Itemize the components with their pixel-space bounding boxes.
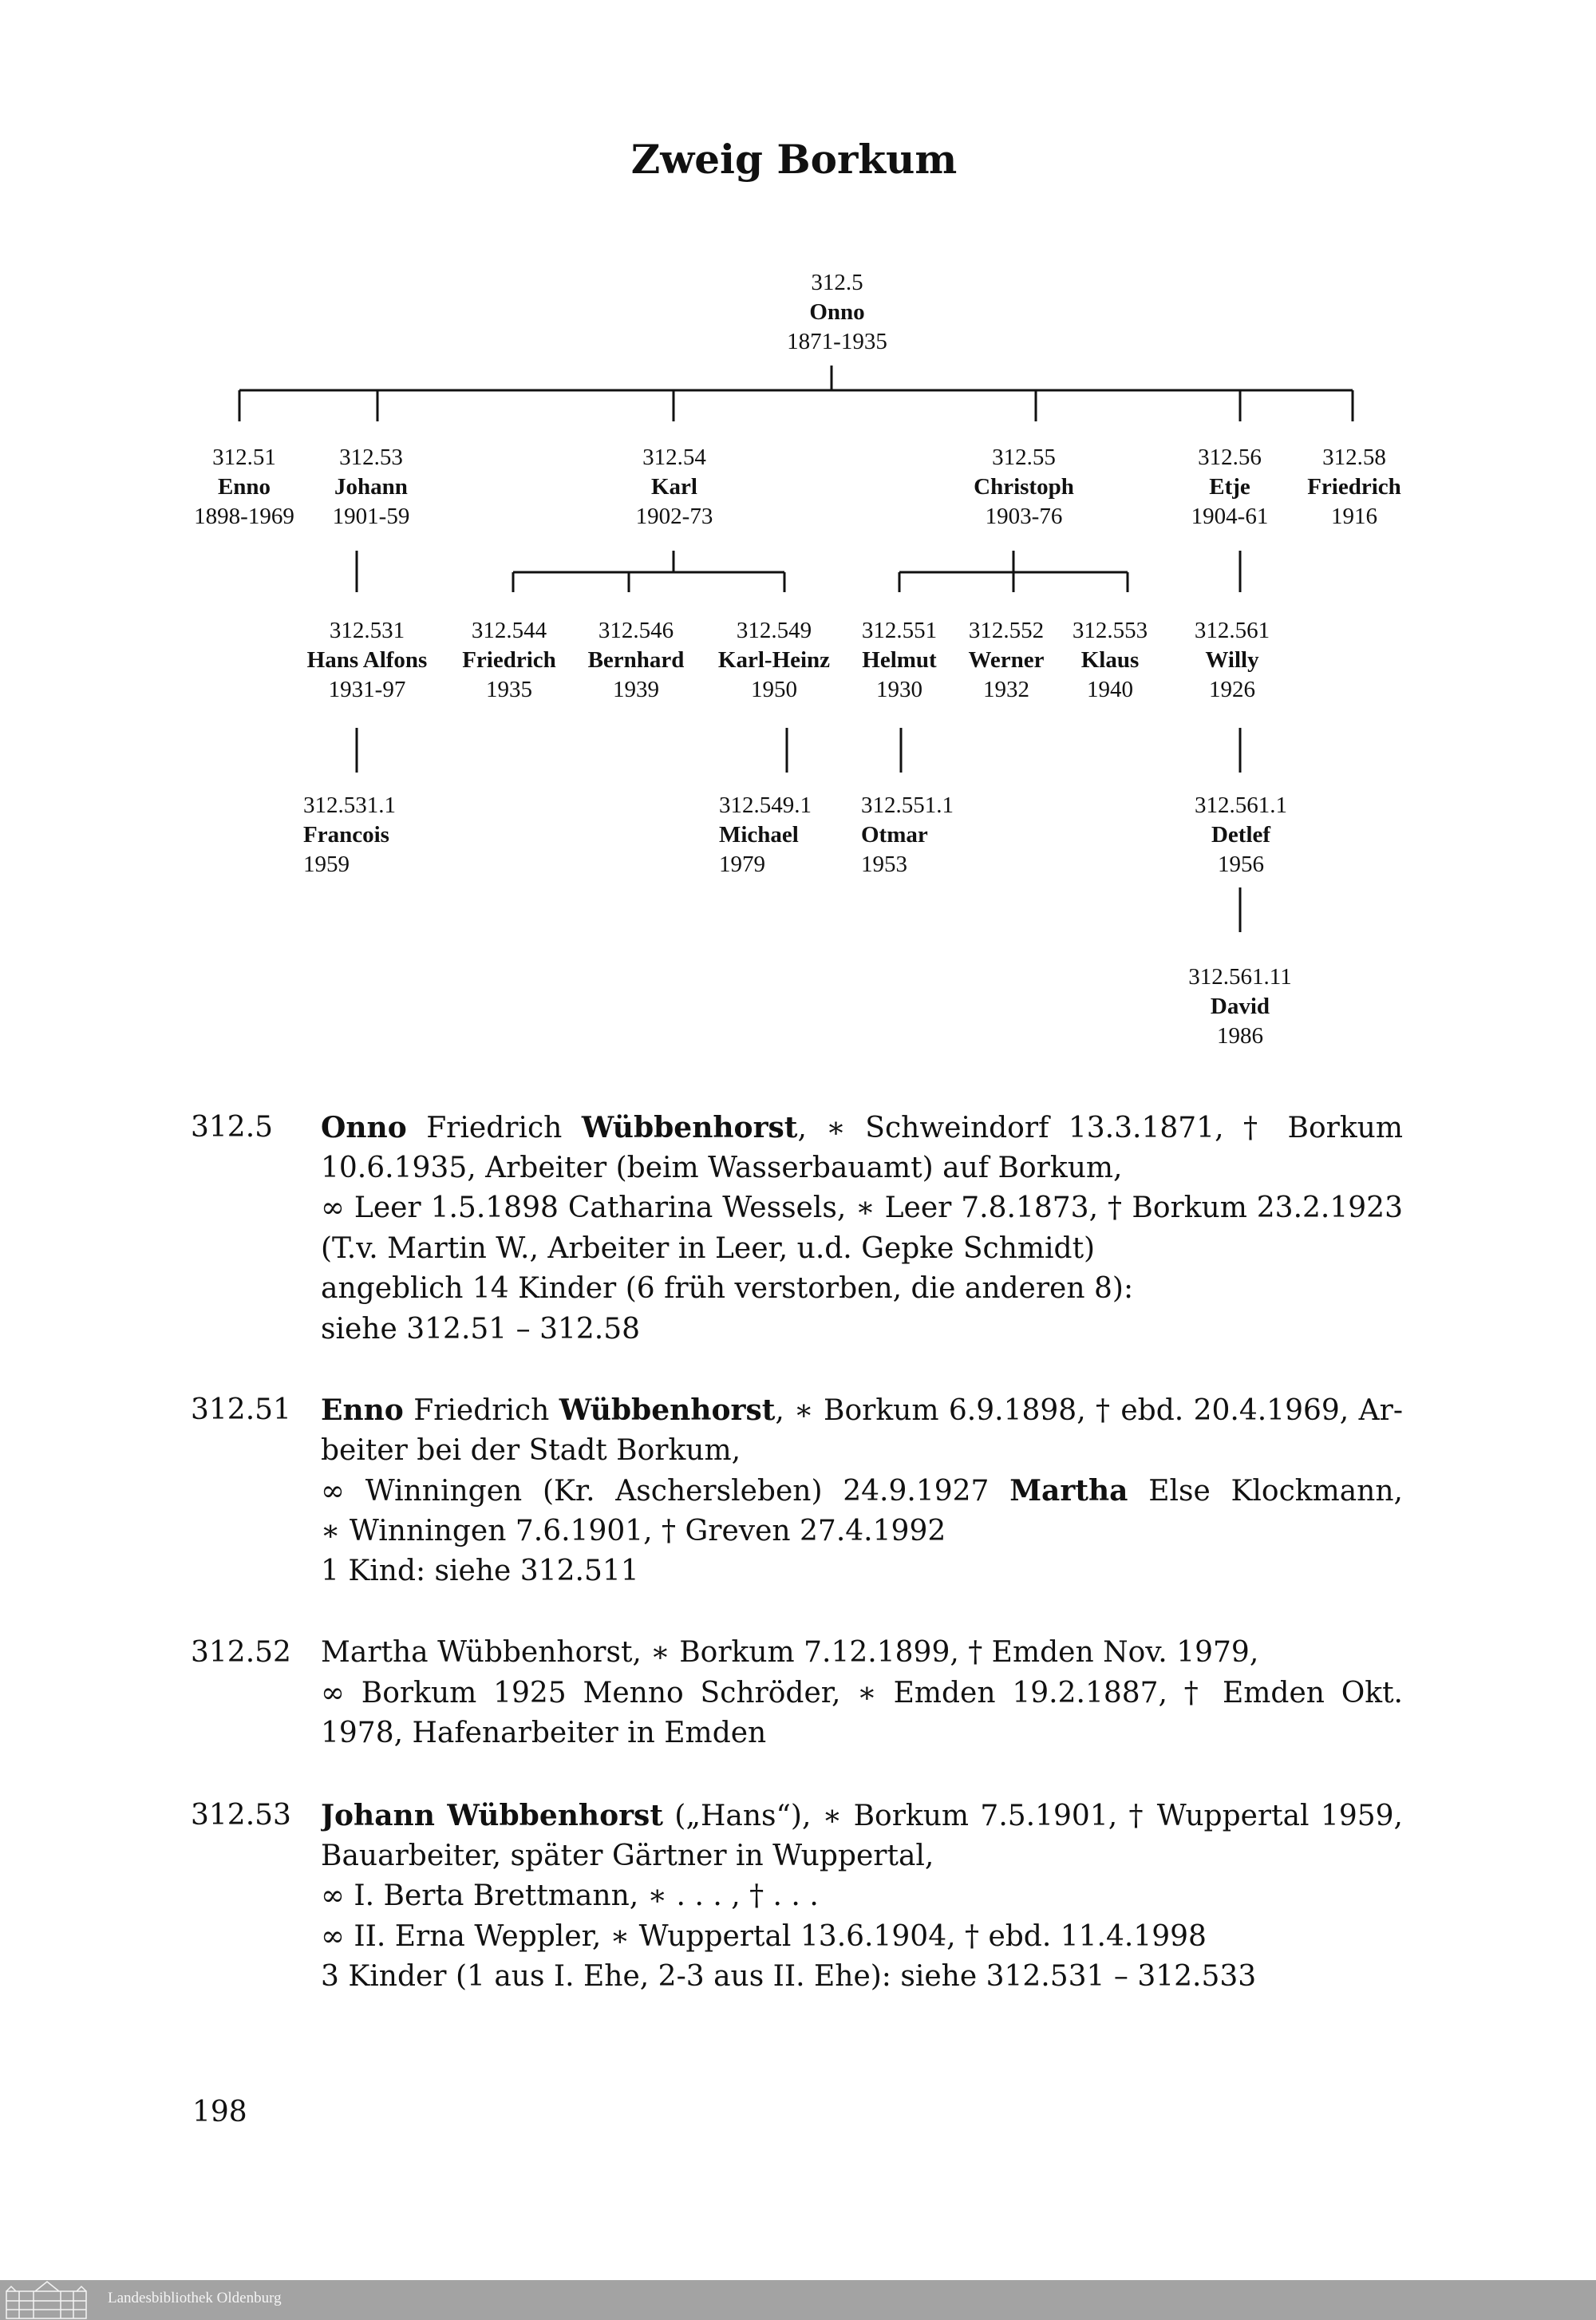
text-segment: , ∗ Borkum 6.9.1898, † ebd. 20.4.1969, Ar-	[775, 1394, 1403, 1427]
tree-node	[861, 791, 954, 879]
tree-node-name: Friedrich	[462, 647, 556, 673]
text-segment: 1978, Hafenarbeiter in Emden	[321, 1717, 767, 1750]
entry-text-line	[321, 1836, 1403, 1877]
bold-name: Enno	[321, 1393, 404, 1427]
tree-node-years: 1940	[1087, 677, 1133, 702]
tree-node-years: 1904-61	[1191, 504, 1269, 529]
tree-node	[719, 791, 812, 879]
entry-text-line	[321, 1431, 1403, 1472]
tree-node-name: Karl	[650, 474, 697, 500]
entry-text-line	[321, 1148, 1403, 1189]
text-segment: ∗ Winningen 7.6.1901, † Greven 27.4.1992	[321, 1514, 946, 1547]
library-footer	[0, 2280, 1596, 2320]
tree-node-name: Otmar	[861, 822, 928, 848]
tree-node-number: 312.544	[471, 618, 547, 643]
text-segment: ∞ II. Erna Weppler, ∗ Wuppertal 13.6.1904, † ebd. 11.4.1998	[321, 1919, 1207, 1953]
text-segment: 3 Kinder (1 aus I. Ehe, 2-3 aus II. Ehe): siehe 312.531 – 312.533	[321, 1960, 1257, 1994]
tree-node-years: 1932	[982, 677, 1029, 702]
entry-number: 312.5	[191, 1111, 274, 1144]
entry-text-line	[321, 1551, 1403, 1592]
text-segment: Bauarbeiter, später Gärtner in Wuppertal,	[321, 1839, 934, 1872]
tree-node-name: Helmut	[862, 647, 937, 673]
tree-node-number: 312.553	[1072, 618, 1148, 643]
tree-node-number: 312.551.1	[861, 792, 954, 818]
entry-number: 312.51	[191, 1393, 291, 1426]
text-segment: Friedrich	[406, 1112, 582, 1144]
tree-node-years: 1950	[750, 677, 797, 702]
tree-node-years: 1959	[303, 852, 350, 877]
tree-node-name: David	[1210, 994, 1270, 1019]
bold-name: Onno	[321, 1111, 407, 1144]
text-segment: ∞ I. Berta Brettmann, ∗ . . . , † . . .	[321, 1879, 819, 1913]
bold-name: Wübbenhorst	[559, 1393, 776, 1427]
tree-node-name: Bernhard	[587, 647, 685, 673]
tree-node-number: 312.561	[1194, 618, 1270, 643]
tree-node-number: 312.53	[339, 445, 403, 470]
text-segment: ∞ Borkum 1925 Menno Schröder, ∗ Emden 19.2.1887, † Emden Okt.	[321, 1676, 1403, 1709]
tree-node-name: Onno	[809, 299, 865, 325]
entry-text-line	[321, 1957, 1403, 1998]
entry-text-line	[321, 1633, 1403, 1674]
tree-node-number: 312.552	[968, 618, 1045, 643]
tree-node-number: 312.51	[212, 445, 276, 470]
tree-node	[1188, 962, 1291, 1051]
entry-text-line	[321, 1713, 1403, 1754]
text-segment: , ∗ Schweindorf 13.3.1871, † Borkum	[797, 1112, 1403, 1144]
tree-node	[333, 443, 410, 532]
entry-text-line	[321, 1269, 1403, 1310]
text-segment: Martha Wübbenhorst, ∗ Borkum 7.12.1899, † Emden Nov. 1979,	[321, 1636, 1259, 1669]
tree-node-years: 1926	[1209, 677, 1255, 702]
tree-node	[1307, 443, 1401, 532]
entry-text-line	[321, 1108, 1403, 1148]
tree-node-name: Etje	[1209, 474, 1250, 500]
tree-node-name: Karl-Heinz	[717, 647, 831, 673]
bold-name: Johann Wübbenhorst	[321, 1799, 663, 1832]
library-building-logo-icon	[3, 2280, 91, 2320]
tree-node	[974, 443, 1074, 532]
tree-node-years: 1916	[1330, 504, 1377, 529]
tree-node-years: 1931-97	[328, 677, 406, 702]
tree-node-name: Klaus	[1080, 647, 1140, 673]
text-segment: 1 Kind: siehe 312.511	[321, 1555, 639, 1588]
tree-node-name: Christoph	[974, 474, 1074, 500]
tree-node-number: 312.54	[642, 445, 706, 470]
entry-text-line	[321, 1917, 1403, 1958]
text-segment: Else Klockmann,	[1128, 1475, 1403, 1508]
tree-node-name: Werner	[968, 647, 1045, 673]
bold-name: Wübbenhorst	[581, 1111, 798, 1144]
entry-number: 312.52	[191, 1636, 291, 1669]
tree-node-years: 1953	[861, 852, 907, 877]
tree-node-years: 1939	[613, 677, 659, 702]
tree-node-number: 312.55	[992, 445, 1056, 470]
tree-node	[862, 616, 937, 705]
tree-node	[636, 443, 713, 532]
entry-text-line	[321, 1876, 1403, 1917]
text-segment: Friedrich	[403, 1394, 559, 1427]
tree-node-years: 1986	[1217, 1023, 1263, 1049]
bold-name: Martha	[1009, 1474, 1128, 1508]
tree-node-number: 312.549	[736, 618, 812, 643]
tree-node-name: Detlef	[1211, 822, 1271, 848]
text-segment: ∞ Winningen (Kr. Aschersleben) 24.9.1927	[321, 1475, 1010, 1508]
tree-node-name: Friedrich	[1307, 474, 1401, 500]
tree-node	[718, 616, 830, 705]
text-segment: (T.v. Martin W., Arbeiter in Leer, u.d. Gepke Schmidt)	[321, 1231, 1096, 1265]
entry-text-line	[321, 1188, 1403, 1229]
entry-text-line	[321, 1390, 1403, 1431]
text-segment: ∞ Leer 1.5.1898 Catharina Wessels, ∗ Leer 7.8.1873, † Borkum 23.2.1923	[321, 1192, 1403, 1225]
text-segment: 10.6.1935, Arbeiter (beim Wasserbauamt) auf Borkum,	[321, 1151, 1123, 1184]
tree-node-number: 312.531.1	[303, 792, 396, 818]
tree-node-years: 1903-76	[985, 504, 1063, 529]
tree-node-years: 1871-1935	[787, 329, 887, 354]
tree-node-years: 1930	[876, 677, 922, 702]
tree-node-name: Willy	[1205, 647, 1259, 673]
tree-node-name: Francois	[303, 822, 389, 848]
tree-node	[968, 616, 1044, 705]
page-number: 198	[192, 2096, 247, 2128]
tree-node-number: 312.551	[861, 618, 938, 643]
entry-text-line	[321, 1229, 1403, 1270]
tree-node-years: 1902-73	[635, 504, 713, 529]
tree-node-years: 1898-1969	[194, 504, 294, 529]
tree-node-number: 312.546	[598, 618, 674, 643]
tree-node	[1195, 791, 1287, 879]
tree-node-number: 312.58	[1322, 445, 1386, 470]
text-segment: siehe 312.51 – 312.58	[321, 1313, 641, 1346]
tree-node	[1073, 616, 1148, 705]
entry-text-line	[321, 1471, 1403, 1512]
entry-text-line	[321, 1796, 1403, 1836]
tree-node-name: Johann	[334, 474, 408, 500]
tree-node-name: Hans Alfons	[306, 647, 428, 673]
tree-node	[462, 616, 556, 705]
family-tree-lines	[0, 0, 1596, 1117]
tree-node	[787, 268, 887, 357]
tree-node-name: Michael	[719, 822, 799, 848]
tree-node	[307, 616, 428, 705]
library-name: Landesbibliothek Oldenburg	[108, 2290, 282, 2306]
entry-text-line	[321, 1512, 1403, 1552]
tree-node	[1195, 616, 1270, 705]
text-segment: beiter bei der Stadt Borkum,	[321, 1433, 741, 1467]
tree-node-years: 1956	[1218, 852, 1264, 877]
entry-text-line	[321, 1310, 1403, 1350]
tree-node-years: 1979	[719, 852, 765, 877]
tree-node-number: 312.561.1	[1195, 792, 1287, 818]
tree-node-years: 1901-59	[332, 504, 410, 529]
tree-node	[194, 443, 294, 532]
tree-node-number: 312.56	[1198, 445, 1262, 470]
entry-text-line	[321, 1674, 1403, 1714]
text-segment: angeblich 14 Kinder (6 früh verstorben, die anderen 8):	[321, 1272, 1134, 1306]
tree-node-number: 312.5	[811, 270, 863, 295]
entry-number: 312.53	[191, 1799, 291, 1832]
tree-node-number: 312.549.1	[719, 792, 812, 818]
tree-node-number: 312.531	[329, 618, 405, 643]
tree-node	[588, 616, 685, 705]
tree-node	[303, 791, 396, 879]
tree-node-number: 312.561.11	[1188, 964, 1292, 990]
tree-node	[1191, 443, 1269, 532]
tree-node-name: Enno	[217, 474, 271, 500]
page-title: Zweig Borkum	[630, 136, 958, 183]
tree-node-years: 1935	[485, 677, 532, 702]
text-segment: („Hans“), ∗ Borkum 7.5.1901, † Wuppertal 1959,	[662, 1800, 1403, 1832]
